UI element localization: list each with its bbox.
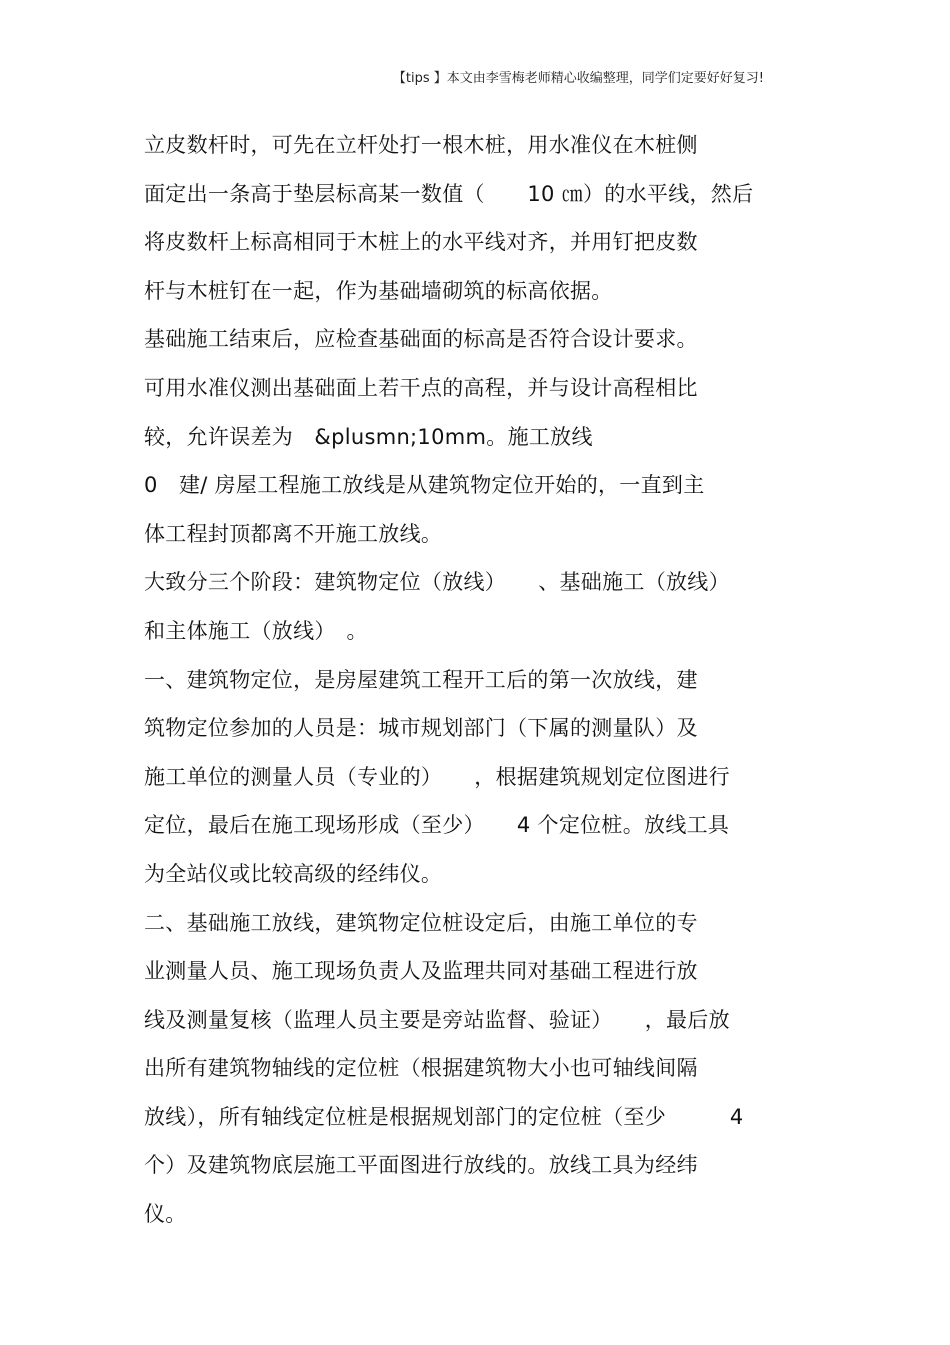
text-line: 施工单位的测量人员（专业的） ，根据建筑规划定位图进行 (144, 764, 730, 789)
text-line: 将皮数杆上标高相同于木桩上的水平线对齐，并用钉把皮数 (144, 230, 698, 255)
text-line: 0 建/ 房屋工程施工放线是从建筑物定位开始的，一直到主 (144, 473, 705, 498)
text-line: 业测量人员、施工现场负责人及监理共同对基础工程进行放 (144, 959, 698, 984)
text-line: 较，允许误差为 &plusmn;10mm。施工放线 (144, 424, 593, 449)
text-line: 面定出一条高于垫层标高某一数值（ 10 ㎝）的水平线，然后 (144, 181, 754, 206)
text-line: 为全站仪或比较高级的经纬仪。 (144, 861, 443, 886)
document-body (144, 128, 804, 1246)
text-line: 体工程封顶都离不开施工放线。 (144, 521, 443, 546)
text-line: 放线），所有轴线定位桩是根据规划部门的定位桩（至少 4 (144, 1104, 744, 1129)
text-line: 可用水准仪测出基础面上若干点的高程，并与设计高程相比 (144, 375, 698, 400)
text-line: 线及测量复核（监理人员主要是旁站监督、验证） ，最后放 (144, 1007, 730, 1032)
header-tip: 【tips 】本文由李雪梅老师精心收编整理，同学们定要好好复习! (392, 71, 764, 86)
text-line: 杆与木桩钉在一起，作为基础墙砌筑的标高依据。 (144, 278, 613, 303)
text-line: 一、建筑物定位，是房屋建筑工程开工后的第一次放线，建 (144, 667, 698, 692)
text-line: 个）及建筑物底层施工平面图进行放线的。放线工具为经纬 (144, 1153, 698, 1178)
text-line: 立皮数杆时，可先在立杆处打一根木桩，用水准仪在木桩侧 (144, 133, 698, 157)
text-line: 定位，最后在施工现场形成（至少） 4 个定位桩。放线工具 (144, 813, 730, 838)
text-line: 基础施工结束后，应检查基础面的标高是否符合设计要求。 (144, 327, 698, 352)
text-line: 筑物定位参加的人员是：城市规划部门（下属的测量队）及 (144, 716, 698, 741)
text-line: 大致分三个阶段：建筑物定位（放线） 、基础施工（放线） (144, 570, 730, 595)
text-line: 二、基础施工放线，建筑物定位桩设定后，由施工单位的专 (144, 910, 698, 935)
text-line: 仪。 (144, 1202, 187, 1227)
text-line: 和主体施工（放线） 。 (144, 618, 368, 643)
text-line: 出所有建筑物轴线的定位桩（根据建筑物大小也可轴线间隔 (144, 1056, 698, 1081)
